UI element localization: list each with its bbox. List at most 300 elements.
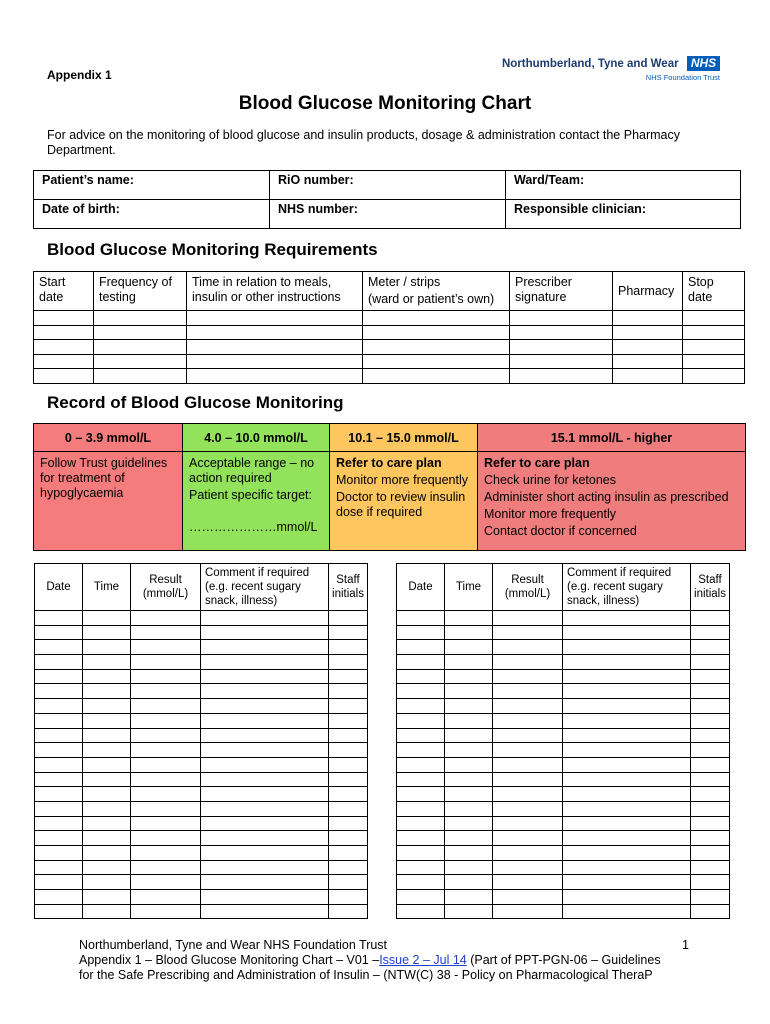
record-row <box>35 713 368 728</box>
record-cell[interactable] <box>201 890 329 905</box>
record-cell[interactable] <box>131 757 201 772</box>
record-cell[interactable] <box>35 816 83 831</box>
record-cell[interactable] <box>35 699 83 714</box>
record-cell[interactable] <box>445 728 493 743</box>
record-cell[interactable] <box>445 655 493 670</box>
requirements-cell[interactable] <box>34 340 94 355</box>
record-cell[interactable] <box>691 860 730 875</box>
record-cell[interactable] <box>563 640 691 655</box>
footer-issue-link[interactable]: Issue 2 – Jul 14 <box>379 953 467 967</box>
record-cell[interactable] <box>201 684 329 699</box>
requirements-cell[interactable] <box>613 354 683 369</box>
record-cell[interactable] <box>201 743 329 758</box>
rio-number-field[interactable]: RiO number: <box>270 171 506 200</box>
record-row <box>397 728 730 743</box>
requirements-cell[interactable] <box>94 340 187 355</box>
record-cell[interactable] <box>201 669 329 684</box>
requirements-cell[interactable] <box>34 369 94 384</box>
record-cell[interactable] <box>563 684 691 699</box>
requirements-cell[interactable] <box>187 311 363 326</box>
record-cell[interactable] <box>83 743 131 758</box>
record-cell[interactable] <box>329 699 368 714</box>
record-cell[interactable] <box>397 890 445 905</box>
record-cell[interactable] <box>35 728 83 743</box>
record-cell[interactable] <box>329 816 368 831</box>
record-cell[interactable] <box>445 831 493 846</box>
record-cell[interactable] <box>83 625 131 640</box>
record-cell[interactable] <box>493 728 563 743</box>
record-cell[interactable] <box>691 757 730 772</box>
record-cell[interactable] <box>329 875 368 890</box>
record-cell[interactable] <box>35 831 83 846</box>
col-time-relation: Time in relation to meals, insulin or other instructions <box>187 272 363 311</box>
record-cell[interactable] <box>563 801 691 816</box>
record-cell[interactable] <box>329 728 368 743</box>
record-row <box>35 772 368 787</box>
record-cell[interactable] <box>329 757 368 772</box>
record-cell[interactable] <box>691 801 730 816</box>
record-row <box>397 787 730 802</box>
record-cell[interactable] <box>397 772 445 787</box>
record-cell[interactable] <box>83 611 131 626</box>
requirements-cell[interactable] <box>510 311 613 326</box>
record-cell[interactable] <box>445 875 493 890</box>
record-cell[interactable] <box>691 743 730 758</box>
col-start-date: Start date <box>34 272 94 311</box>
record-cell[interactable] <box>201 611 329 626</box>
record-cell[interactable] <box>329 655 368 670</box>
record-cell[interactable] <box>563 625 691 640</box>
record-cell[interactable] <box>35 757 83 772</box>
record-cell[interactable] <box>563 816 691 831</box>
record-cell[interactable] <box>329 846 368 861</box>
requirements-cell[interactable] <box>34 325 94 340</box>
record-cell[interactable] <box>691 831 730 846</box>
record-cell[interactable] <box>493 699 563 714</box>
mid-guidance-2: Monitor more frequently <box>336 473 469 487</box>
record-cell[interactable] <box>493 684 563 699</box>
record-cell[interactable] <box>563 699 691 714</box>
requirements-cell[interactable] <box>94 369 187 384</box>
record-cell[interactable] <box>397 625 445 640</box>
record-cell[interactable] <box>329 611 368 626</box>
requirements-cell[interactable] <box>613 325 683 340</box>
record-cell[interactable] <box>201 625 329 640</box>
record-cell[interactable] <box>83 684 131 699</box>
record-row <box>35 728 368 743</box>
record-cell[interactable] <box>445 699 493 714</box>
record-cell[interactable] <box>35 904 83 919</box>
record-cell[interactable] <box>201 831 329 846</box>
requirements-cell[interactable] <box>187 354 363 369</box>
record-cell[interactable] <box>201 787 329 802</box>
record-cell[interactable] <box>397 699 445 714</box>
record-row <box>35 669 368 684</box>
record-cell[interactable] <box>35 743 83 758</box>
record-cell[interactable] <box>691 904 730 919</box>
record-cell[interactable] <box>445 713 493 728</box>
col-staff-initials: Staff initials <box>691 564 730 611</box>
record-cell[interactable] <box>397 728 445 743</box>
record-cell[interactable] <box>83 801 131 816</box>
requirements-cell[interactable] <box>187 325 363 340</box>
record-cell[interactable] <box>445 890 493 905</box>
record-cell[interactable] <box>131 816 201 831</box>
record-cell[interactable] <box>691 846 730 861</box>
record-cell[interactable] <box>83 728 131 743</box>
record-cell[interactable] <box>131 625 201 640</box>
record-cell[interactable] <box>201 728 329 743</box>
record-cell[interactable] <box>397 801 445 816</box>
record-cell[interactable] <box>131 787 201 802</box>
record-row <box>35 699 368 714</box>
requirements-cell[interactable] <box>187 340 363 355</box>
record-cell[interactable] <box>563 860 691 875</box>
requirements-cell[interactable] <box>510 354 613 369</box>
record-cell[interactable] <box>131 655 201 670</box>
record-cell[interactable] <box>563 846 691 861</box>
requirements-cell[interactable] <box>613 369 683 384</box>
record-row <box>397 757 730 772</box>
record-cell[interactable] <box>329 772 368 787</box>
requirements-cell[interactable] <box>363 325 510 340</box>
record-cell[interactable] <box>563 831 691 846</box>
record-cell[interactable] <box>493 640 563 655</box>
level-mid-range: 10.1 – 15.0 mmol/L <box>330 424 478 452</box>
record-cell[interactable] <box>131 860 201 875</box>
record-cell[interactable] <box>329 860 368 875</box>
requirements-row <box>34 340 745 355</box>
requirements-cell[interactable] <box>613 311 683 326</box>
record-cell[interactable] <box>397 655 445 670</box>
record-cell[interactable] <box>397 640 445 655</box>
record-cell[interactable] <box>563 743 691 758</box>
responsible-clinician-field[interactable]: Responsible clinician: <box>506 200 741 229</box>
record-cell[interactable] <box>445 860 493 875</box>
record-cell[interactable] <box>445 684 493 699</box>
record-cell[interactable] <box>563 787 691 802</box>
record-cell[interactable] <box>201 816 329 831</box>
record-cell[interactable] <box>563 655 691 670</box>
record-cell[interactable] <box>83 699 131 714</box>
record-cell[interactable] <box>563 757 691 772</box>
record-cell[interactable] <box>35 684 83 699</box>
record-cell[interactable] <box>83 904 131 919</box>
record-cell[interactable] <box>493 743 563 758</box>
record-cell[interactable] <box>201 757 329 772</box>
normal-guidance-1: Acceptable range – no action required <box>189 456 315 485</box>
high-guidance-4: Monitor more frequently <box>484 507 617 521</box>
col-frequency: Frequency of testing <box>94 272 187 311</box>
record-cell[interactable] <box>131 743 201 758</box>
record-cell[interactable] <box>397 743 445 758</box>
record-cell[interactable] <box>691 890 730 905</box>
record-cell[interactable] <box>563 669 691 684</box>
record-cell[interactable] <box>35 625 83 640</box>
record-cell[interactable] <box>445 669 493 684</box>
record-cell[interactable] <box>35 669 83 684</box>
requirements-cell[interactable] <box>683 369 745 384</box>
record-cell[interactable] <box>131 684 201 699</box>
record-cell[interactable] <box>83 831 131 846</box>
record-cell[interactable] <box>493 904 563 919</box>
ward-team-field[interactable]: Ward/Team: <box>506 171 741 200</box>
record-cell[interactable] <box>83 890 131 905</box>
record-cell[interactable] <box>493 875 563 890</box>
record-cell[interactable] <box>201 640 329 655</box>
record-cell[interactable] <box>563 904 691 919</box>
record-cell[interactable] <box>83 787 131 802</box>
record-cell[interactable] <box>397 831 445 846</box>
record-cell[interactable] <box>131 801 201 816</box>
record-cell[interactable] <box>691 816 730 831</box>
record-cell[interactable] <box>83 846 131 861</box>
record-cell[interactable] <box>691 655 730 670</box>
record-cell[interactable] <box>563 875 691 890</box>
requirements-cell[interactable] <box>683 354 745 369</box>
record-cell[interactable] <box>35 640 83 655</box>
requirements-cell[interactable] <box>683 325 745 340</box>
high-guidance-2: Check urine for ketones <box>484 473 617 487</box>
record-row <box>35 801 368 816</box>
record-cell[interactable] <box>397 846 445 861</box>
record-cell[interactable] <box>131 611 201 626</box>
requirements-cell[interactable] <box>510 369 613 384</box>
requirements-cell[interactable] <box>363 354 510 369</box>
requirements-cell[interactable] <box>187 369 363 384</box>
footer-trust-name: Northumberland, Tyne and Wear NHS Foundation Trust <box>79 938 388 952</box>
record-row <box>35 787 368 802</box>
record-cell[interactable] <box>445 611 493 626</box>
record-cell[interactable] <box>131 831 201 846</box>
requirements-cell[interactable] <box>510 325 613 340</box>
record-cell[interactable] <box>691 728 730 743</box>
record-cell[interactable] <box>35 860 83 875</box>
record-cell[interactable] <box>397 875 445 890</box>
requirements-cell[interactable] <box>683 311 745 326</box>
requirements-cell[interactable] <box>94 354 187 369</box>
requirements-cell[interactable] <box>94 325 187 340</box>
requirements-cell[interactable] <box>363 340 510 355</box>
record-cell[interactable] <box>201 846 329 861</box>
glucose-level-guide <box>33 423 746 551</box>
record-cell[interactable] <box>131 728 201 743</box>
mid-guidance-3: Doctor to review insulin dose if required <box>336 490 466 519</box>
record-cell[interactable] <box>201 904 329 919</box>
record-cell[interactable] <box>397 787 445 802</box>
logo-trust-name: NHS Foundation Trust <box>645 73 720 82</box>
record-cell[interactable] <box>131 846 201 861</box>
record-cell[interactable] <box>35 890 83 905</box>
record-cell[interactable] <box>83 640 131 655</box>
record-cell[interactable] <box>563 728 691 743</box>
record-cell[interactable] <box>397 757 445 772</box>
record-cell[interactable] <box>329 713 368 728</box>
record-row <box>397 772 730 787</box>
record-cell[interactable] <box>563 611 691 626</box>
record-cell[interactable] <box>397 669 445 684</box>
record-cell[interactable] <box>445 904 493 919</box>
record-cell[interactable] <box>493 787 563 802</box>
record-row <box>35 860 368 875</box>
record-cell[interactable] <box>493 625 563 640</box>
record-cell[interactable] <box>493 669 563 684</box>
record-cell[interactable] <box>493 611 563 626</box>
record-cell[interactable] <box>563 890 691 905</box>
record-cell[interactable] <box>445 816 493 831</box>
record-cell[interactable] <box>329 684 368 699</box>
record-cell[interactable] <box>131 772 201 787</box>
record-cell[interactable] <box>397 860 445 875</box>
patient-name-field[interactable]: Patient’s name: <box>34 171 270 200</box>
requirements-cell[interactable] <box>363 311 510 326</box>
record-row <box>35 655 368 670</box>
record-cell[interactable] <box>131 713 201 728</box>
record-cell[interactable] <box>691 640 730 655</box>
record-cell[interactable] <box>691 875 730 890</box>
record-cell[interactable] <box>131 640 201 655</box>
record-cell[interactable] <box>445 846 493 861</box>
record-cell[interactable] <box>691 787 730 802</box>
date-of-birth-field[interactable]: Date of birth: <box>34 200 270 229</box>
record-cell[interactable] <box>201 655 329 670</box>
level-high-guidance <box>478 452 746 551</box>
record-cell[interactable] <box>563 713 691 728</box>
record-cell[interactable] <box>131 699 201 714</box>
record-cell[interactable] <box>493 831 563 846</box>
record-cell[interactable] <box>493 890 563 905</box>
record-cell[interactable] <box>201 699 329 714</box>
level-high-range: 15.1 mmol/L - higher <box>478 424 746 452</box>
record-cell[interactable] <box>445 625 493 640</box>
record-row <box>397 831 730 846</box>
record-cell[interactable] <box>329 669 368 684</box>
requirements-cell[interactable] <box>94 311 187 326</box>
requirements-cell[interactable] <box>510 340 613 355</box>
record-cell[interactable] <box>445 757 493 772</box>
nhs-trust-logo <box>502 56 720 82</box>
record-cell[interactable] <box>329 801 368 816</box>
record-cell[interactable] <box>35 875 83 890</box>
record-cell[interactable] <box>83 875 131 890</box>
record-cell[interactable] <box>35 713 83 728</box>
footer-doc-ref: (Part of PPT-PGN-06 – Guidelines <box>466 953 661 967</box>
record-cell[interactable] <box>35 772 83 787</box>
record-cell[interactable] <box>35 801 83 816</box>
record-cell[interactable] <box>691 772 730 787</box>
record-table-left <box>34 563 368 919</box>
record-cell[interactable] <box>493 846 563 861</box>
record-cell[interactable] <box>329 625 368 640</box>
record-cell[interactable] <box>445 772 493 787</box>
record-cell[interactable] <box>493 816 563 831</box>
record-cell[interactable] <box>329 787 368 802</box>
high-guidance-3: Administer short acting insulin as prescribed <box>484 490 729 504</box>
footer-doc-title: Appendix 1 – Blood Glucose Monitoring Chart – V01 – <box>79 953 380 967</box>
record-cell[interactable] <box>201 875 329 890</box>
record-cell[interactable] <box>83 772 131 787</box>
record-row <box>397 655 730 670</box>
record-cell[interactable] <box>35 846 83 861</box>
col-pharmacy: Pharmacy <box>613 272 683 311</box>
record-cell[interactable] <box>35 655 83 670</box>
record-row <box>397 611 730 626</box>
record-cell[interactable] <box>83 713 131 728</box>
record-cell[interactable] <box>493 655 563 670</box>
record-cell[interactable] <box>493 772 563 787</box>
record-cell[interactable] <box>445 801 493 816</box>
record-cell[interactable] <box>83 669 131 684</box>
record-cell[interactable] <box>397 816 445 831</box>
record-cell[interactable] <box>445 640 493 655</box>
record-cell[interactable] <box>493 713 563 728</box>
nhs-number-field[interactable]: NHS number: <box>270 200 506 229</box>
record-cell[interactable] <box>131 904 201 919</box>
record-cell[interactable] <box>329 743 368 758</box>
record-cell[interactable] <box>397 904 445 919</box>
record-cell[interactable] <box>201 801 329 816</box>
high-guidance-1: Refer to care plan <box>484 456 590 470</box>
record-cell[interactable] <box>563 772 691 787</box>
record-cell[interactable] <box>329 640 368 655</box>
requirements-cell[interactable] <box>34 311 94 326</box>
logo-org-name: Northumberland, Tyne and Wear <box>502 58 679 70</box>
record-cell[interactable] <box>35 787 83 802</box>
record-cell[interactable] <box>493 757 563 772</box>
record-cell[interactable] <box>691 669 730 684</box>
record-cell[interactable] <box>691 684 730 699</box>
requirements-cell[interactable] <box>613 340 683 355</box>
record-cell[interactable] <box>691 611 730 626</box>
record-cell[interactable] <box>445 743 493 758</box>
record-cell[interactable] <box>397 713 445 728</box>
record-cell[interactable] <box>445 787 493 802</box>
record-cell[interactable] <box>329 831 368 846</box>
requirements-cell[interactable] <box>683 340 745 355</box>
record-cell[interactable] <box>83 816 131 831</box>
level-normal-guidance <box>183 452 330 551</box>
record-cell[interactable] <box>329 904 368 919</box>
record-cell[interactable] <box>201 860 329 875</box>
record-cell[interactable] <box>493 801 563 816</box>
record-cell[interactable] <box>131 875 201 890</box>
record-cell[interactable] <box>35 611 83 626</box>
record-cell[interactable] <box>131 669 201 684</box>
record-cell[interactable] <box>201 772 329 787</box>
record-cell[interactable] <box>201 713 329 728</box>
record-row <box>35 625 368 640</box>
record-cell[interactable] <box>83 860 131 875</box>
record-cell[interactable] <box>83 757 131 772</box>
record-cell[interactable] <box>131 890 201 905</box>
nhs-badge: NHS <box>687 56 720 71</box>
record-cell[interactable] <box>397 684 445 699</box>
requirements-cell[interactable] <box>363 369 510 384</box>
record-cell[interactable] <box>397 611 445 626</box>
record-cell[interactable] <box>83 655 131 670</box>
requirements-cell[interactable] <box>34 354 94 369</box>
record-cell[interactable] <box>691 699 730 714</box>
level-low-guidance <box>34 452 183 551</box>
record-row <box>397 860 730 875</box>
record-row <box>397 713 730 728</box>
record-cell[interactable] <box>691 713 730 728</box>
record-cell[interactable] <box>493 860 563 875</box>
record-cell[interactable] <box>691 625 730 640</box>
record-cell[interactable] <box>329 890 368 905</box>
high-guidance-5: Contact doctor if concerned <box>484 524 637 538</box>
normal-target-field[interactable]: …………………mmol/L <box>189 520 318 534</box>
